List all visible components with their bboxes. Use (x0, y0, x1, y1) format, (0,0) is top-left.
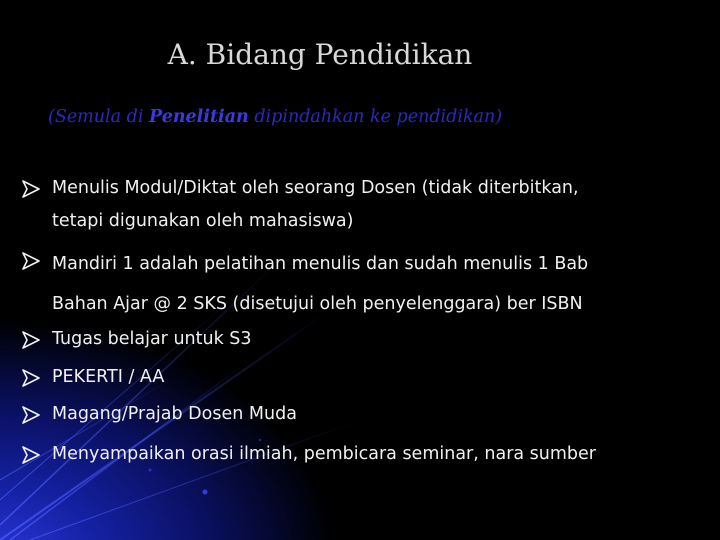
subtitle-emphasis: Penelitian (149, 107, 249, 127)
bullet-text: Mandiri 1 adalah pelatihan menulis dan sudah menulis 1 Bab Bahan Ajar @ 2 SKS (disetujui oleh penyelenggara) ber ISBN (52, 254, 589, 314)
bullet-text: Magang/Prajab Dosen Muda (52, 404, 297, 424)
slide-title: A. Bidang Pendidikan (167, 38, 473, 71)
arrow-bullet-icon (22, 405, 40, 425)
slide-subtitle (48, 107, 502, 127)
subtitle-suffix: dipindahkan ke pendidikan) (248, 107, 503, 127)
arrow-bullet-icon (22, 179, 40, 199)
bullet-text: Tugas belajar untuk S3 (52, 329, 252, 349)
bullet-text: PEKERTI / AA (52, 367, 165, 387)
arrow-bullet-icon (22, 445, 40, 465)
arrow-bullet-icon (22, 368, 40, 388)
arrow-bullet-icon (22, 251, 40, 271)
bullet-text: Menyampaikan orasi ilmiah, pembicara seminar, nara sumber (52, 444, 596, 464)
bullet-text: Menulis Modul/Diktat oleh seorang Dosen (tidak diterbitkan, tetapi digunakan oleh mahasiswa) (52, 178, 579, 231)
arrow-bullet-icon (22, 330, 40, 350)
subtitle-prefix: (Semula di (48, 107, 149, 127)
